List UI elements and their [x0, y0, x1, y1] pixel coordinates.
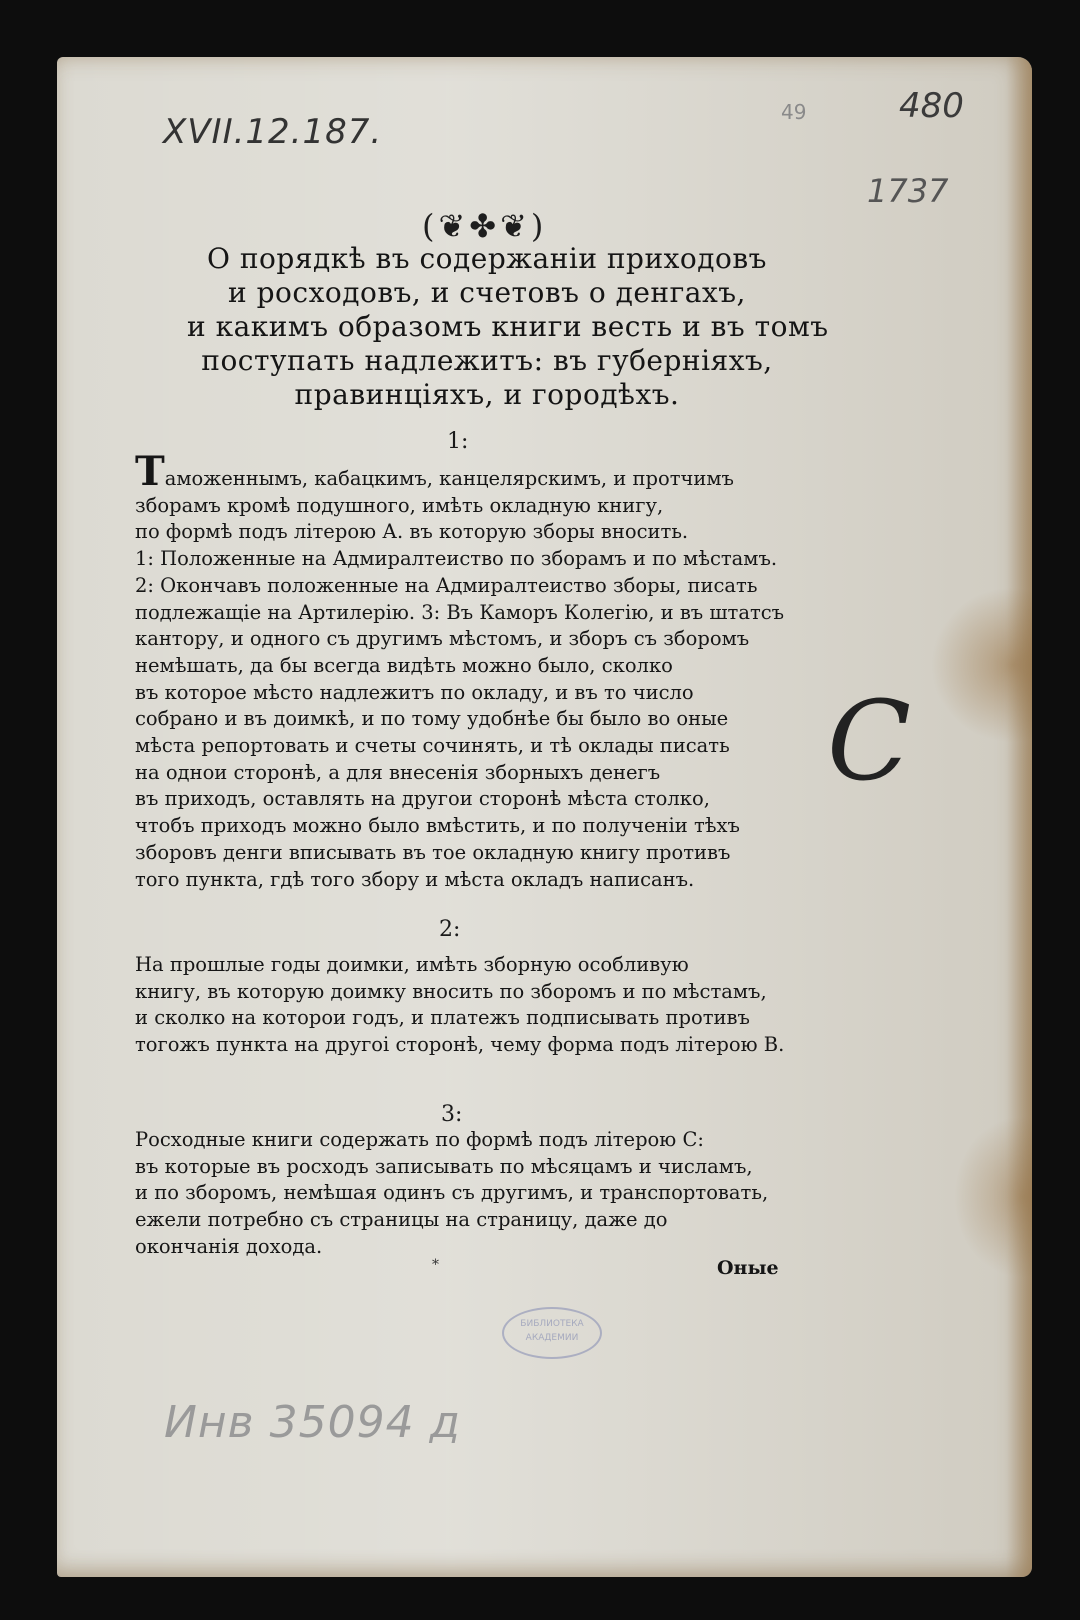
- paragraph-line: Росходные книги содержать по формѣ подъ літерою С:: [135, 1128, 704, 1151]
- title-line: и какимъ образомъ книги весть и въ томъ: [187, 310, 829, 343]
- catchword: Оные: [717, 1257, 779, 1279]
- paragraph-line: кантору, и одного съ другимъ мѣстомъ, и зборъ съ зборомъ: [135, 627, 750, 651]
- title-line: О порядкѣ въ содержаніи приходовъ: [207, 242, 767, 275]
- paragraph-line: 1: Положенные на Адмиралтеиство по зборамъ и по мѣстамъ.: [135, 547, 778, 571]
- stamp-text-line: АКАДЕМИИ: [525, 1333, 579, 1343]
- library-stamp: [502, 1307, 602, 1359]
- folio-number-annotation: 480: [899, 86, 964, 126]
- paragraph-line: и по зборомъ, немѣшая одинъ съ другимъ, и транспортовать,: [135, 1181, 769, 1205]
- year-annotation: 1737: [867, 172, 949, 210]
- paragraph-line: На прошлые годы доимки, имѣть зборную особливую: [135, 953, 689, 976]
- paragraph-line: на однои сторонѣ, а для внесенія зборныхъ денегъ: [135, 760, 661, 784]
- paragraph-3: [135, 1127, 775, 1261]
- paragraph-line: по формѣ подъ літерою А. въ которую зборы вносить.: [135, 520, 689, 544]
- section-number-2: 2:: [439, 917, 461, 942]
- paragraph-line: собрано и въ доимкѣ, и по тому удобнѣе бы было во оные: [135, 707, 729, 731]
- paragraph-line: того пункта, гдѣ того збору и мѣста окладъ написанъ.: [135, 867, 695, 891]
- paragraph-line: окончанія дохода.: [135, 1234, 323, 1258]
- document-title: [187, 242, 829, 412]
- section-number-1: 1:: [447, 429, 469, 454]
- signature-mark: *: [432, 1257, 439, 1273]
- paragraph-line: зборовъ денги вписывать въ тое окладную книгу противъ: [135, 840, 731, 864]
- section-number-3: 3:: [441, 1102, 463, 1127]
- paragraph-line: въ приходъ, оставлять на другои сторонѣ мѣста столко,: [135, 787, 710, 811]
- paragraph-line: Таможеннымъ, кабацкимъ, канцелярскимъ, и протчимъ: [135, 448, 734, 495]
- paragraph-line: въ которые въ росходъ записывать по мѣсяцамъ и числамъ,: [135, 1154, 753, 1178]
- headpiece-ornament: (❦✤❦): [422, 207, 548, 245]
- paragraph-line: и сколко на которои годъ, и платежъ подписывать противъ: [135, 1006, 750, 1030]
- paragraph-line: чтобъ приходъ можно было вмѣстить, и по полученіи тѣхъ: [135, 814, 740, 838]
- paragraph-line: зборамъ кромѣ подушного, имѣть окладную книгу,: [135, 493, 664, 517]
- shelfmark-annotation: XVII.12.187.: [163, 112, 383, 152]
- stamp-text-line: БИБЛИОТЕКА: [520, 1319, 584, 1329]
- title-line: поступать надлежитъ: въ губерніяхъ,: [201, 344, 773, 377]
- paragraph-line: ежели потребно съ страницы на страницу, даже до: [135, 1208, 668, 1232]
- document-page: [57, 57, 1032, 1577]
- paragraph-line: немѣшать, да бы всегда видѣть можно было, сколко: [135, 653, 673, 677]
- paragraph-line: мѣста репортовать и счеты сочинять, и тѣ оклады писать: [135, 734, 730, 758]
- faint-number-annotation: 49: [781, 100, 807, 124]
- inventory-annotation: Инв 35094 д: [164, 1397, 461, 1448]
- paragraph-line: книгу, въ которую доимку вносить по зборомъ и по мѣстамъ,: [135, 979, 767, 1003]
- margin-letter-annotation: С: [827, 677, 912, 805]
- title-line: и росходовъ, и счетовъ о денгахъ,: [228, 276, 746, 309]
- paragraph-2: [135, 952, 785, 1059]
- drop-cap: Т: [135, 448, 165, 495]
- paragraph-line: тогожъ пункта на другоі сторонѣ, чему форма подъ літерою В.: [135, 1033, 785, 1057]
- title-line: правинціяхъ, и городѣхъ.: [294, 378, 680, 411]
- paragraph-1: [135, 448, 785, 893]
- paragraph-line: въ которое мѣсто надлежитъ по окладу, и въ то число: [135, 680, 694, 704]
- paragraph-line: подлежащіе на Артилерію. 3: Въ Каморъ Колегію, и въ штатсъ: [135, 600, 785, 624]
- paragraph-line: 2: Окончавъ положенные на Адмиралтеиство зборы, писать: [135, 573, 758, 597]
